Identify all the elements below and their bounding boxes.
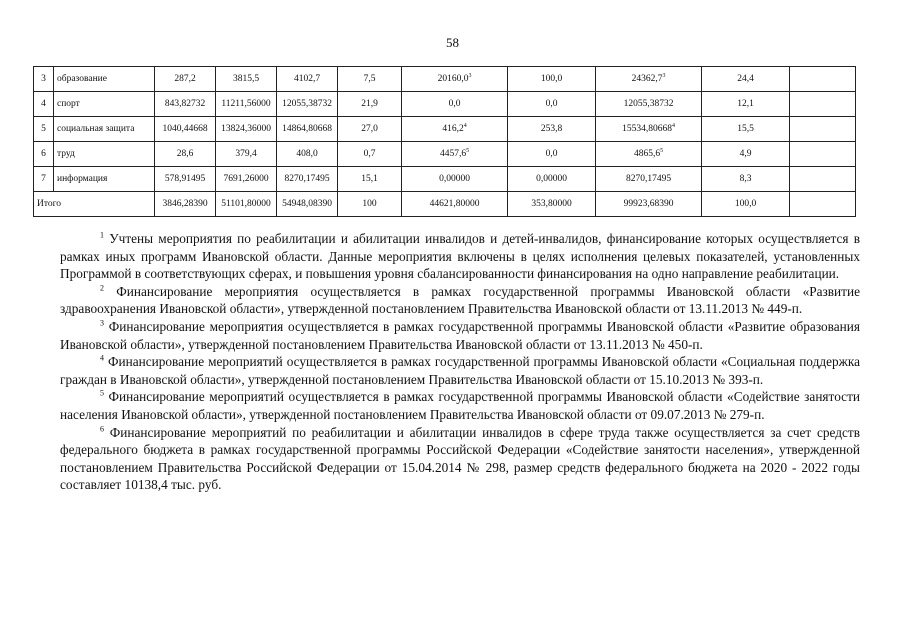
cell: 0,0: [508, 92, 596, 117]
cell: 8,3: [702, 167, 790, 192]
row-name: спорт: [54, 92, 155, 117]
footnote-text: Финансирование мероприятий осуществляется в рамках государственной программы Ивановской области «Социальная поддержка граждан в Ивановской области», утвержденной постановлением Правительства Ивановской области от 15.10.2013 № 393-п.: [60, 354, 861, 387]
cell: 51101,80000: [216, 192, 277, 217]
table-row: [34, 92, 856, 117]
footnote-ref: 3: [662, 72, 666, 79]
cell: 379,4: [216, 142, 277, 167]
table-row: [34, 117, 856, 142]
cell: 44621,80000: [402, 192, 508, 217]
row-name: образование: [54, 67, 155, 92]
cell: 28,6: [155, 142, 216, 167]
cell: 100,0: [508, 67, 596, 92]
cell-value: 4457,6: [439, 149, 467, 159]
cell: 15,1: [338, 167, 402, 192]
footnote-ref: 5: [660, 147, 664, 154]
cell: 13824,36000: [216, 117, 277, 142]
cell: 99923,68390: [596, 192, 702, 217]
cell-value: 24362,7: [631, 74, 663, 84]
footnote: [60, 283, 860, 318]
footnote-mark: 1: [100, 230, 104, 240]
footnote: [60, 230, 860, 283]
table-row: [34, 142, 856, 167]
total-label: Итого: [34, 192, 155, 217]
cell: [402, 92, 508, 117]
cell: 100,0: [702, 192, 790, 217]
footnote-text: Финансирование мероприятия осуществляется в рамках государственной программы Ивановской области «Развитие образования Ивановской области», утвержденной постановлением Правительства Ивановской области от 13.11.2013 № 450-п.: [60, 318, 861, 352]
page-number: 58: [446, 35, 459, 50]
cell: 24,4: [702, 67, 790, 92]
cell: 54948,08390: [277, 192, 338, 217]
footnote-ref: 5: [466, 147, 470, 154]
table-row: [34, 167, 856, 192]
cell: [596, 67, 702, 92]
footnote: [60, 424, 860, 494]
footnote-ref: 4: [671, 122, 675, 129]
row-name: социальная защита: [54, 117, 155, 142]
total-row: [34, 192, 856, 217]
row-name: информация: [54, 167, 155, 192]
footnote-mark: 3: [100, 318, 104, 328]
cell-value: 0,0: [448, 99, 461, 109]
footnote-mark: 2: [100, 283, 104, 293]
cell-value: 8270,17495: [625, 174, 672, 184]
footnote-mark: 6: [100, 424, 104, 434]
cell: 3815,5: [216, 67, 277, 92]
empty-cell: [790, 142, 856, 167]
footnotes: [60, 230, 860, 494]
cell-value: 20160,0: [437, 74, 469, 84]
empty-cell: [790, 192, 856, 217]
cell-value: 12055,38732: [623, 99, 674, 109]
cell: 8270,17495: [277, 167, 338, 192]
cell: 4,9: [702, 142, 790, 167]
footnote: [60, 353, 860, 388]
cell: 7691,26000: [216, 167, 277, 192]
row-number: 4: [34, 92, 54, 117]
cell: 12055,38732: [277, 92, 338, 117]
cell: [402, 142, 508, 167]
empty-cell: [790, 92, 856, 117]
cell: 15,5: [702, 117, 790, 142]
cell: 21,9: [338, 92, 402, 117]
footnote-text: Финансирование мероприятий осуществляется в рамках государственной программы Ивановской области «Содействие занятости населения Ивановской области», утвержденной постановлением Правительства Ивановской области от 09.07.2013 № 279-п.: [60, 389, 860, 422]
row-number: 5: [34, 117, 54, 142]
cell: [402, 117, 508, 142]
row-number: 3: [34, 67, 54, 92]
funding-table: [33, 66, 856, 217]
cell: [596, 167, 702, 192]
cell-value: 0,00000: [439, 174, 470, 184]
cell: 3846,28390: [155, 192, 216, 217]
empty-cell: [790, 117, 856, 142]
cell: 408,0: [277, 142, 338, 167]
footnote-text: Финансирование мероприятия осуществляется в рамках государственной программы Ивановской области «Развитие здравоохранения Ивановской области», утвержденной постановлением Правительства Ивановской области от 13.11.2013 № 449-п.: [60, 283, 860, 317]
cell: 843,82732: [155, 92, 216, 117]
cell: [596, 92, 702, 117]
cell: 0,7: [338, 142, 402, 167]
cell: 287,2: [155, 67, 216, 92]
cell: [596, 142, 702, 167]
table-row: [34, 67, 856, 92]
cell: 0,00000: [508, 167, 596, 192]
row-number: 6: [34, 142, 54, 167]
footnote: [60, 318, 860, 353]
cell: 27,0: [338, 117, 402, 142]
footnote-ref: 3: [468, 72, 472, 79]
footnote-mark: 4: [100, 353, 104, 363]
cell: 1040,44668: [155, 117, 216, 142]
cell: 353,80000: [508, 192, 596, 217]
cell: 100: [338, 192, 402, 217]
cell: 12,1: [702, 92, 790, 117]
cell-value: 416,2: [442, 124, 464, 134]
empty-cell: [790, 167, 856, 192]
footnote-text: Финансирование мероприятий по реабилитации и абилитации инвалидов в сфере труда также осуществляется за счет средств федерального бюджета в рамках государственной программы Российской Федерации «Содействие занятости населения», утвержденной постановлением Правительства Российской Федерации от 15.04.2014 № 298, размер средств федерального бюджета на 2020 - 2022 годы составляет 10138,4 тыс. руб.: [60, 424, 860, 493]
cell: 4102,7: [277, 67, 338, 92]
cell-value: 4865,6: [633, 149, 661, 159]
row-name: труд: [54, 142, 155, 167]
cell: 253,8: [508, 117, 596, 142]
cell-value: 15534,80668: [622, 124, 672, 134]
cell: 0,0: [508, 142, 596, 167]
footnote: [60, 388, 860, 423]
cell: 578,91495: [155, 167, 216, 192]
footnote-text: Учтены мероприятия по реабилитации и абилитации инвалидов и детей-инвалидов, финансирование которых осуществляется в рамках иных программ Ивановской области. Данные мероприятия включены в целях исполнения целевых показателей, установленных Программой в соответствующих сферах, и повышения уровня сбалансированности финансирования на одно направление реабилитации.: [60, 231, 860, 282]
footnote-mark: 5: [100, 388, 104, 398]
cell: 11211,56000: [216, 92, 277, 117]
cell: [402, 67, 508, 92]
cell: 14864,80668: [277, 117, 338, 142]
footnote-ref: 4: [463, 122, 467, 129]
empty-cell: [790, 67, 856, 92]
cell: [596, 117, 702, 142]
cell: [402, 167, 508, 192]
cell: 7,5: [338, 67, 402, 92]
row-number: 7: [34, 167, 54, 192]
